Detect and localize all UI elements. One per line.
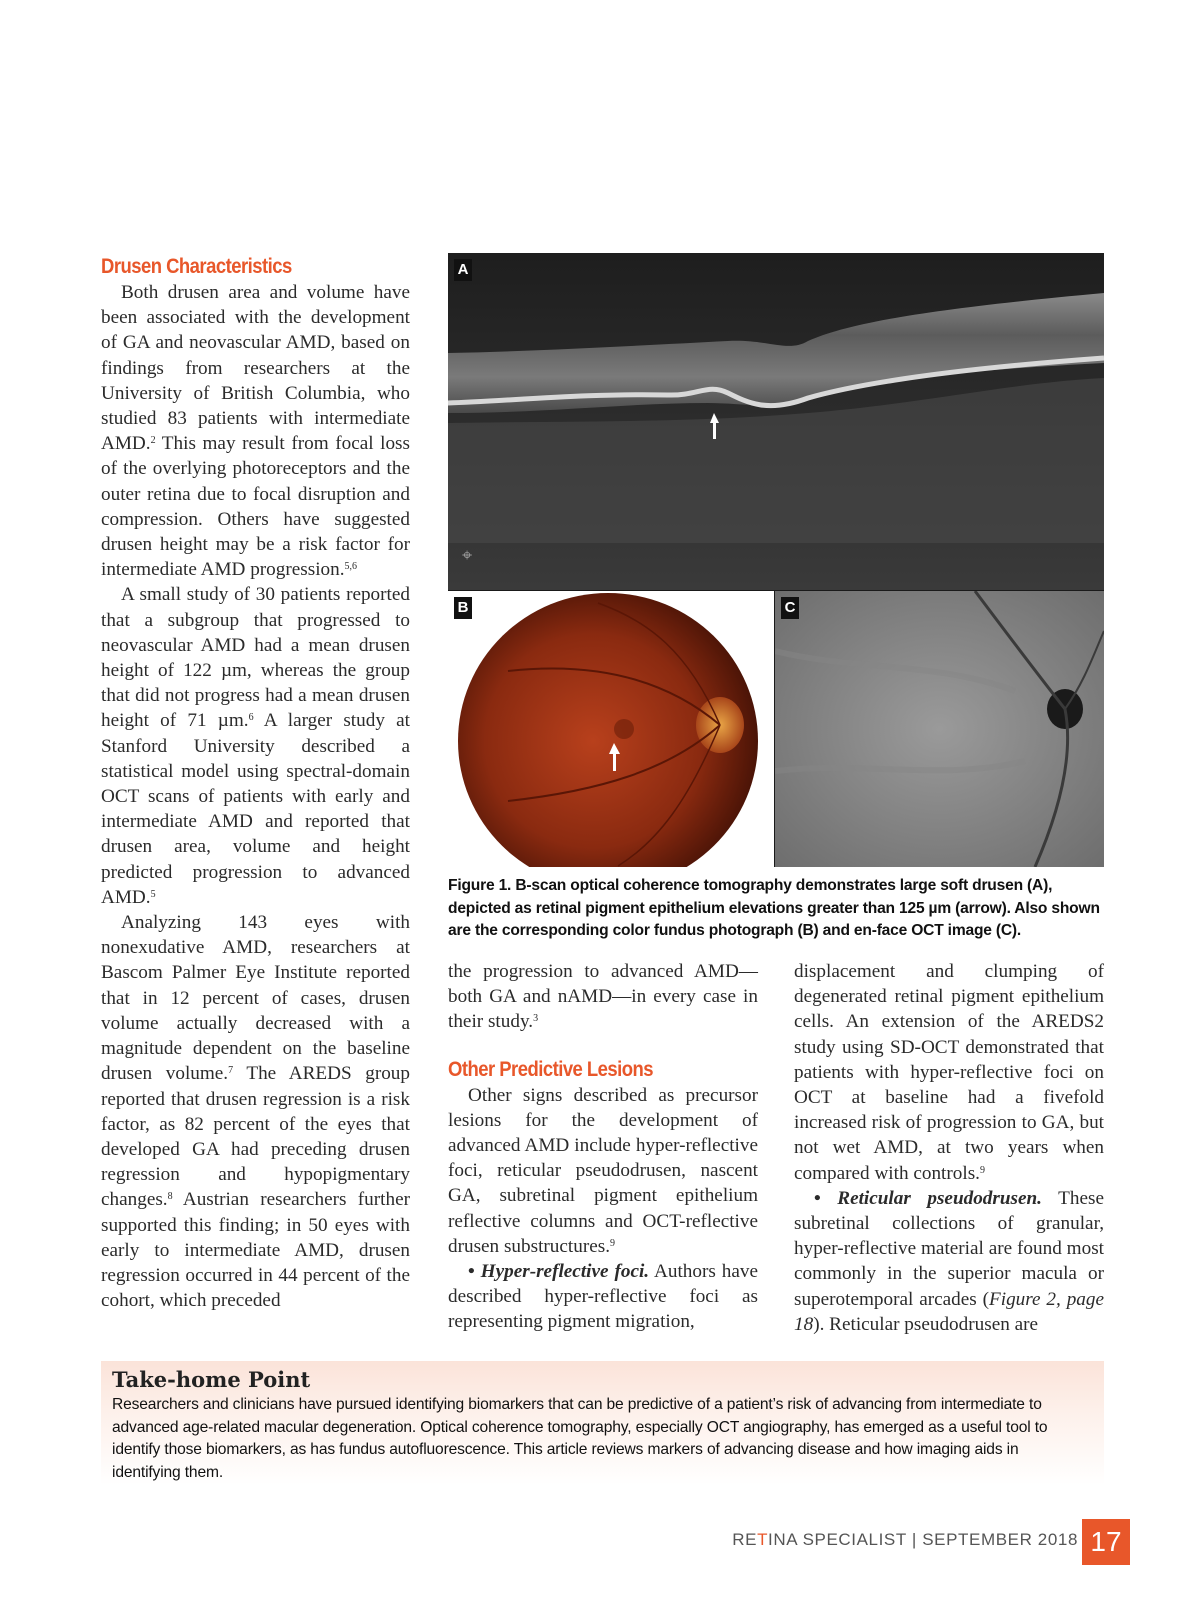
oct-bscan-image <box>448 253 1104 590</box>
paragraph: the progression to advanced AMD—both GA and nAMD—in every case in their study.$^3$ <box>448 961 758 1033</box>
enface-oct-image <box>775 591 1104 867</box>
fundus-photo <box>448 591 774 867</box>
term-hyper-reflective-foci: Hyper-reflective foci. <box>480 1261 650 1283</box>
takehome-box <box>101 1361 1104 1485</box>
panel-label-c: C <box>781 597 799 619</box>
reference: 7 <box>228 1065 234 1077</box>
footer-date: SEPTEMBER 2018 <box>922 1530 1078 1549</box>
figure-caption: Figure 1. B-scan optical coherence tomography demonstrates large soft drusen (A), depicted as retinal pigment epithelium elevations greater than 125 µm (arrow). Also shown are the corresponding color fundus photograph (B) and en-face OCT image (C). <box>448 877 1100 939</box>
term-reticular-pseudodrusen: Reticular pseudodrusen. <box>837 1187 1042 1209</box>
middle-column <box>448 959 758 1335</box>
figure-reference: Figure 2, page 18 <box>794 1288 1104 1335</box>
panel-label-b: B <box>454 597 472 619</box>
reference: 5 <box>150 888 156 900</box>
figure-1 <box>448 253 1104 867</box>
footer-re: RE <box>732 1530 758 1549</box>
enface-graphic <box>775 591 1104 867</box>
reference: 5,6 <box>344 561 358 573</box>
running-footer <box>600 1522 1078 1558</box>
paragraph: Both drusen area and volume have been associated with the development of GA and neovascular AMD, based on findings from researchers at the University of British Columbia, who studied 83 patients with intermediate AMD.$^2$ This may result from focal loss of the overlying photoreceptors and the outer retina due to focal disruption and compression. Others have suggested drusen height may be a risk factor for intermediate AMD progression.$^{5,6}$ <box>101 282 410 581</box>
page-number: 17 <box>1082 1519 1130 1565</box>
reference: 9 <box>979 1164 985 1176</box>
section-heading-drusen: Drusen Characteristics <box>101 255 292 278</box>
oct-bscan-graphic <box>448 253 1104 590</box>
paragraph: displacement and clumping of degenerated retinal pigment epithelium cells. An extension of the AREDS2 study using SD-OCT demonstrated that patients with hyper-reflective foci on OCT at baseline had a fivefold increased risk of progression to GA, but not wet AMD, at two years when compared with controls.$^9$ <box>794 961 1104 1184</box>
footer-accent-letter: T <box>757 1530 769 1549</box>
paragraph: • Reticular pseudodrusen. These subretinal collections of granular, hyper-reflective material are found most commonly in the superior macula or superotemporal arcades (Figure 2, page 18). Reticular pseudodrusen are <box>794 1187 1104 1335</box>
reference: 9 <box>610 1237 615 1249</box>
svg-text:⌖: ⌖ <box>462 545 473 566</box>
takehome-text: Researchers and clinicians have pursued identifying biomarkers that can be predictive of a patient’s risk of advancing from intermediate to advanced age-related macular degeneration. Optical coherence tomography, especially OCT angiography, has emerged as a useful tool to identify those biomarkers, as has fundus autofluorescence. This article reviews markers of advancing disease and how imaging aids in identifying them. <box>112 1396 1048 1481</box>
paragraph: • Hyper-reflective foci. Authors have described hyper-reflective foci as representing pigment migration, <box>448 1261 758 1333</box>
reference: 2 <box>150 435 156 447</box>
takehome-title: Take-home Point <box>112 1367 311 1392</box>
reference: 3 <box>533 1013 539 1025</box>
section-heading-predictive-lesions: Other Predictive Lesions <box>448 1057 654 1081</box>
reference: 8 <box>167 1191 173 1203</box>
left-column <box>101 254 410 1313</box>
reference: 6 <box>248 712 254 724</box>
paragraph: Other signs described as precursor lesions for the development of advanced AMD include hyper-reflective foci, reticular pseudodrusen, nascent GA, subretinal pigment epithelium reflective columns and OCT-reflective drusen substructures.$^9$ <box>448 1084 758 1257</box>
fundus-graphic <box>448 591 774 867</box>
panel-label-a: A <box>454 259 472 281</box>
paragraph: Analyzing 143 eyes with nonexudative AMD, researchers at Bascom Palmer Eye Institute reported that in 12 percent of cases, drusen volume actually decreased with a magnitude dependent on the baseline drusen volume.$^7$ The AREDS group reported that drusen regression is a risk factor, as 82 percent of the eyes that developed GA had preceding drusen regression and hypopigmentary changes.$^8$ Austrian researchers further supported this finding; in 50 eyes with early to intermediate AMD, drusen regression occurred in 44 percent of the cohort, which preceded <box>101 912 410 1312</box>
right-column <box>794 959 1104 1337</box>
paragraph: A small study of 30 patients reported that a subgroup that progressed to neovascular AMD had a mean drusen height of 122 µm, whereas the group that did not progress had a mean drusen height of 71 µm.$^6$ A larger study at Stanford University described a statistical model using spectral-domain OCT scans of patients with early and intermediate AMD and reported that drusen area, volume and height predicted progression to advanced AMD.$^5$ <box>101 584 410 908</box>
footer-separator: | <box>906 1530 923 1549</box>
footer-publication: INA SPECIALIST <box>768 1530 907 1549</box>
